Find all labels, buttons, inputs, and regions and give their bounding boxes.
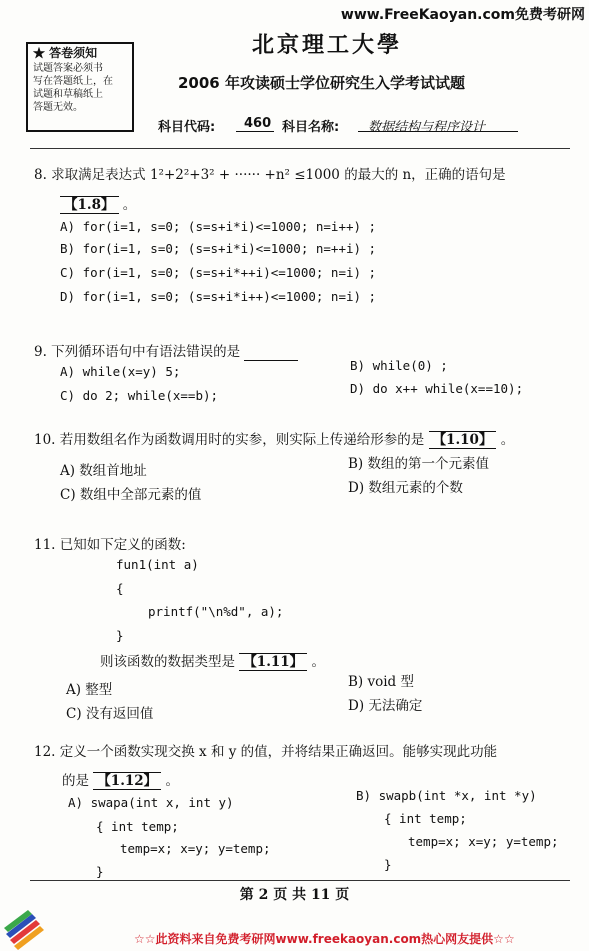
q12-stem-line1: 12. 定义一个函数实现交换 x 和 y 的值，并将结果正确返回。能够实现此功能 [34, 744, 498, 760]
q12-option-b-sig: B) swapb(int *x, int *y) [356, 788, 537, 803]
footer-rule [30, 880, 570, 881]
q9-stem-text: 9. 下列循环语句中有语法错误的是 [34, 344, 241, 360]
q9-option-b: B) while(0) ; [350, 358, 448, 373]
q9-option-c: C) do 2; while(x==b); [60, 388, 219, 403]
q12-option-b-line: { int temp; [384, 811, 467, 826]
subject-code-value: 460 [244, 116, 272, 131]
q11-code-line: printf("\n%d", a); [148, 604, 284, 619]
q10-option-a: A) 数组首地址 [60, 463, 147, 479]
bottom-banner-text: ☆☆此资料来自免费考研网www.freekaoyan.com热心网友提供☆☆ [134, 932, 515, 946]
notice-line: 试题和草稿纸上 [33, 89, 103, 100]
q11-code-line: { [116, 581, 124, 596]
q9-blank-line [244, 344, 298, 361]
q8-option-c: C) for(i=1, s=0; (s=s+i*++i)<=1000; n=i) ; [60, 265, 377, 280]
q8-option-a: A) for(i=1, s=0; (s=s+i*i)<=1000; n=i++) ; [60, 219, 377, 234]
q8-answer-line [60, 193, 136, 213]
q10-stem-text: 10. 若用数组名作为函数调用时的实参，则实际上传递给形参的是 [34, 432, 425, 448]
q12-option-b-line: temp=x; x=y; y=temp; [408, 834, 559, 849]
q12-period: 。 [165, 773, 179, 789]
q10-option-d: D) 数组元素的个数 [348, 480, 463, 496]
notice-box [26, 42, 134, 132]
subject-name-label: 科目名称: [282, 120, 340, 135]
page-number: 第 2 页 共 11 页 [239, 887, 350, 903]
q8-period: 。 [122, 197, 137, 213]
q11-option-d: D) 无法确定 [348, 698, 423, 714]
q9-option-d: D) do x++ while(x==10); [350, 381, 524, 396]
q9-option-a: A) while(x=y) 5; [60, 364, 181, 379]
header-rule [30, 148, 570, 149]
subject-code-label: 科目代码: [158, 120, 216, 135]
q11-tail-text: 则该函数的数据类型是 [100, 654, 235, 670]
q10-option-b: B) 数组的第一个元素值 [348, 456, 489, 472]
q11-option-c: C) 没有返回值 [66, 706, 154, 722]
notice-line: 答题无效。 [33, 102, 83, 113]
q11-blank: 【1.11】 [239, 653, 307, 671]
q11-code-line: } [116, 628, 124, 643]
q10-blank: 【1.10】 [429, 431, 497, 449]
q8-blank: 【1.8】 [60, 196, 119, 214]
subject-name-value: 数据结构与程序设计 [368, 120, 486, 135]
q11-code-line: fun1(int a) [116, 557, 199, 572]
q11-tail [100, 650, 325, 670]
q12-option-a-line: temp=x; x=y; y=temp; [120, 841, 271, 856]
code-underline [236, 131, 274, 132]
q12-blank: 【1.12】 [93, 772, 161, 790]
q8-option-b: B) for(i=1, s=0; (s=s+i*i)<=1000; n=++i) ; [60, 241, 377, 256]
name-underline [358, 131, 518, 132]
q11-option-b: B) void 型 [348, 674, 414, 690]
notice-line: 写在答题纸上，在 [33, 76, 113, 87]
q12-stem-text: 的是 [62, 773, 89, 789]
university-name: 北京理工大學 [252, 32, 403, 58]
q12-option-a-sig: A) swapa(int x, int y) [68, 795, 234, 810]
q12-option-a-line: } [96, 864, 104, 879]
site-watermark: www.FreeKaoyan.com免费考研网 [340, 7, 585, 23]
q12-option-b-line: } [384, 857, 392, 872]
q11-period: 。 [311, 654, 325, 670]
q12-stem-line2 [62, 769, 179, 789]
q10-period: 。 [500, 432, 515, 448]
q10-stem [34, 428, 514, 448]
q9-stem [34, 340, 298, 361]
q12-option-a-line: { int temp; [96, 819, 179, 834]
notice-line: 试题答案必须书 [33, 63, 103, 74]
notice-title: ★ 答卷须知 [33, 46, 98, 60]
exam-title: 2006 年攻读硕士学位研究生入学考试试题 [178, 74, 465, 92]
q11-stem: 11. 已知如下定义的函数: [34, 537, 186, 553]
q8-stem: 8. 求取满足表达式 1²+2²+3² + ······ +n² ≤1000 的最大的 n，正确的语句是 [34, 167, 506, 183]
q8-option-d: D) for(i=1, s=0; (s=s+i*i++)<=1000; n=i) ; [60, 289, 377, 304]
site-logo-icon [2, 908, 46, 950]
q11-option-a: A) 整型 [66, 682, 113, 698]
q10-option-c: C) 数组中全部元素的值 [60, 487, 202, 503]
